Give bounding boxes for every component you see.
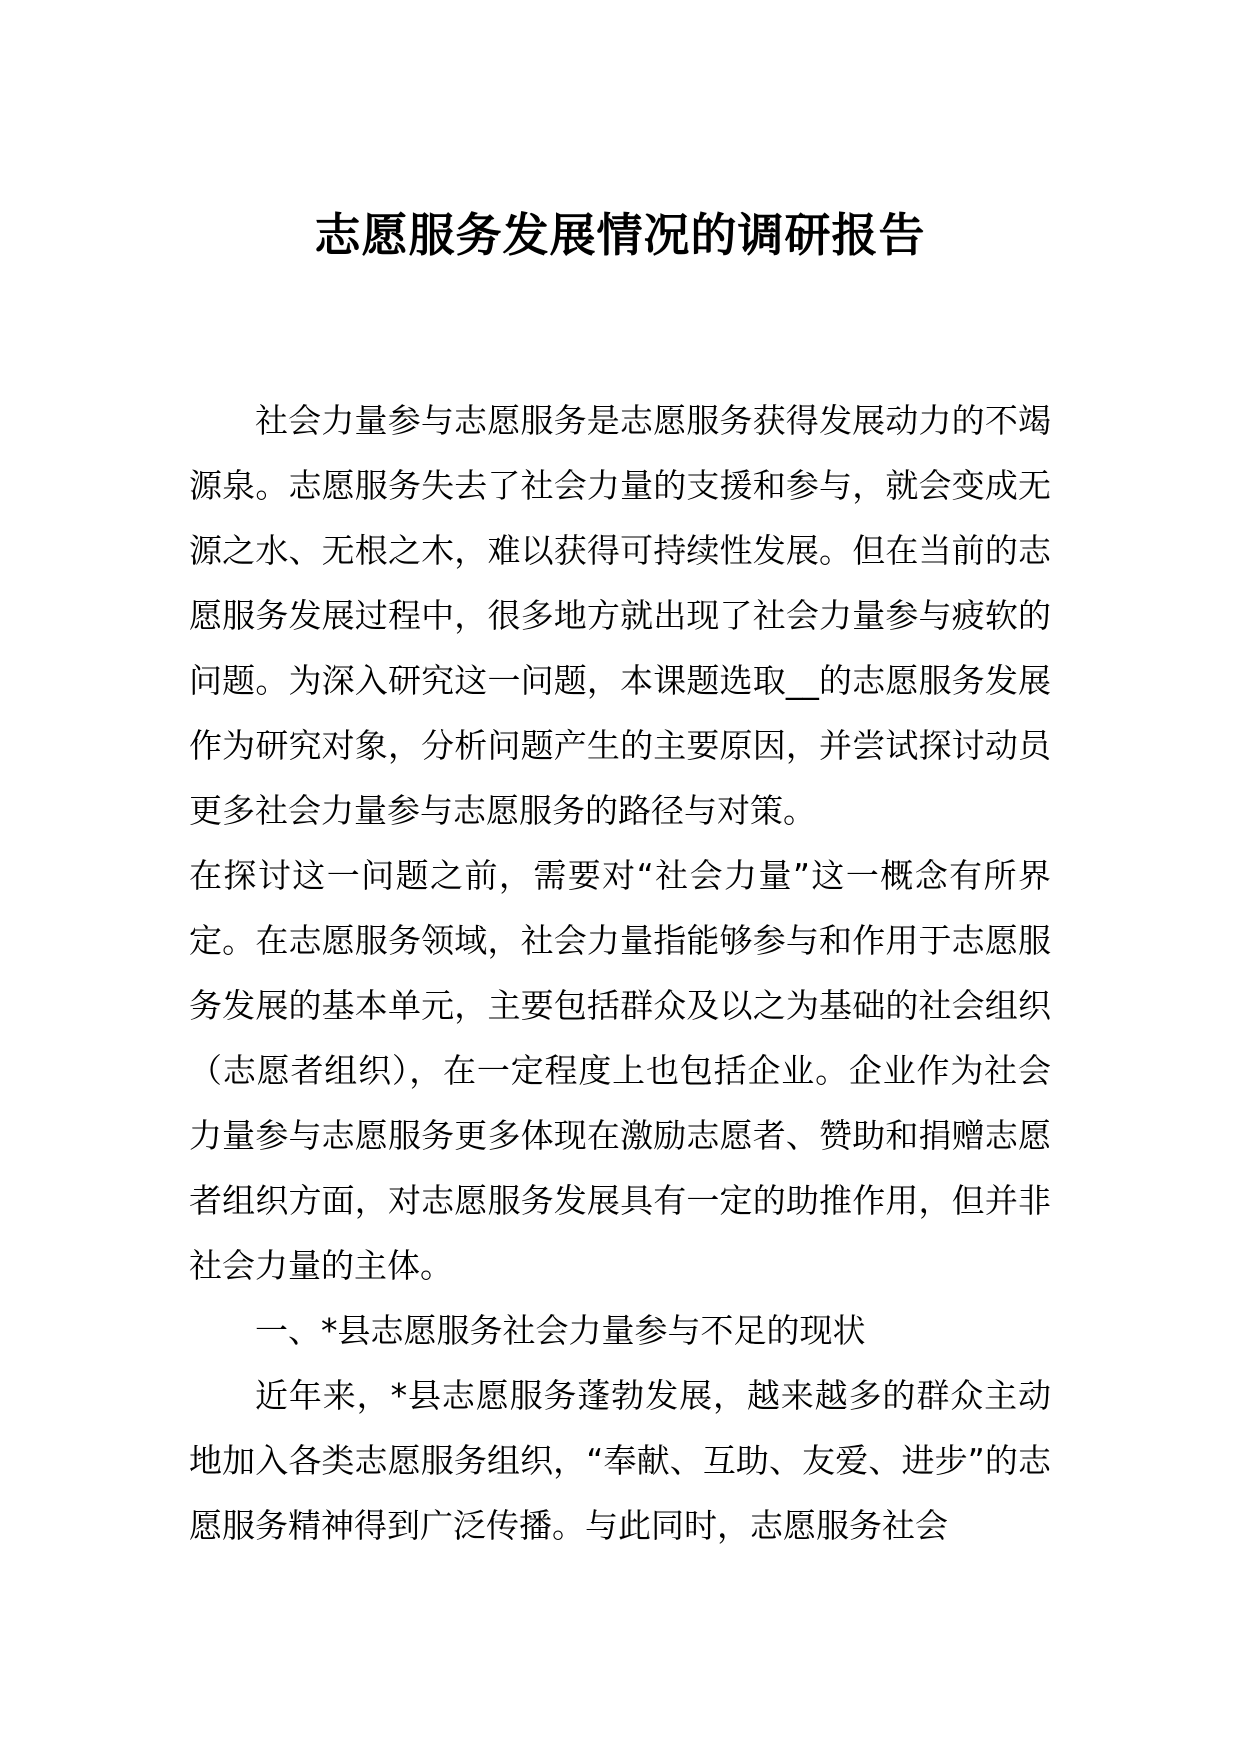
document-title: 志愿服务发展情况的调研报告 — [314, 208, 926, 262]
paragraph-intro: 社会力量参与志愿服务是志愿服务获得发展动力的不竭源泉。志愿服务失去了社会力量的支援和参与，就会变成无源之水、无根之木，难以获得可持续性发展。但在当前的志愿服务发展过程中，很多地方就出现了社会力量参与疲软的问题。为深入研究这一问题，本课题选取__的志愿服务发展作为研究对象，分析问题产生的主要原因，并尝试探讨动员更多社会力量参与志愿服务的路径与对策。 — [189, 401, 1051, 830]
paragraph-definition: 在探讨这一问题之前，需要对“社会力量”这一概念有所界定。在志愿服务领域，社会力量指能够参与和作用于志愿服务发展的基本单元，主要包括群众及以之为基础的社会组织（志愿者组织），在一定程度上也包括企业。企业作为社会力量参与志愿服务更多体现在激励志愿者、赞助和捐赠志愿者组织方面，对志愿服务发展具有一定的助推作用，但并非社会力量的主体。 — [189, 856, 1051, 1285]
document-body — [189, 388, 1051, 1558]
section-heading-1: 一、*县志愿服务社会力量参与不足的现状 — [255, 1311, 866, 1350]
paragraph-status: 近年来，*县志愿服务蓬勃发展，越来越多的群众主动地加入各类志愿服务组织，“奉献、互助、友爱、进步”的志愿服务精神得到广泛传播。与此同时，志愿服务社会 — [189, 1376, 1051, 1545]
